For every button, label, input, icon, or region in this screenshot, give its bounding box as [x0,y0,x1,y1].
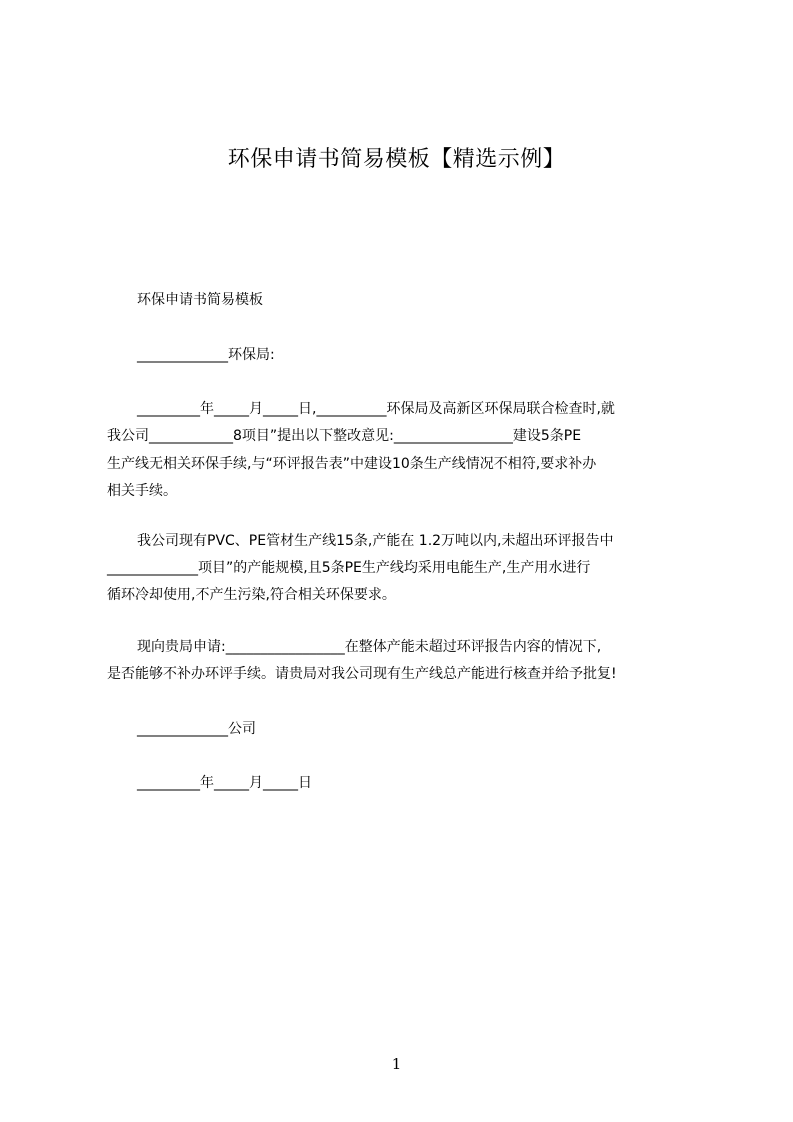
paragraph-line: 循环冷却使用,不产生污染,符合相关环保要求。 [107,587,396,603]
document-title: 环保申请书简易模板【精选示例】 [227,147,566,172]
paragraph-line: _____________项目”的产能规模,且5条PE生产线均采用电能生产,生产用水进行 [107,560,591,576]
paragraph-line: 我公司____________8项目”提出以下整改意见:_________________建设5条PE [107,428,582,444]
paragraph-line: 我公司现有PVC、PE管材生产线15条,产能在 1.2万吨以内,未超出环评报告中 [137,533,614,549]
paragraph-line: 是否能够不补办环评手续。请贵局对我公司现有生产线总产能进行核查并给予批复! [107,666,617,682]
company-signature-line: _____________公司 [137,721,256,737]
addressee-line: _____________环保局: [137,347,275,363]
page-number: 1 [391,1055,402,1073]
paragraph-line: 生产线无相关环保手续,与“环评报告表”中建设10条生产线情况不相符,要求补办 [107,456,597,472]
paragraph-line: 相关手续。 [107,483,177,499]
paragraph-line: 现向贵局申请:_________________在整体产能未超过环评报告内容的情况下, [137,639,602,655]
date-line: _________年_____月_____日 [137,775,312,791]
paragraph-line: _________年_____月_____日,__________环保局及高新区环保局联合检查时,就 [137,401,615,417]
subtitle: 环保申请书简易模板 [137,292,263,308]
